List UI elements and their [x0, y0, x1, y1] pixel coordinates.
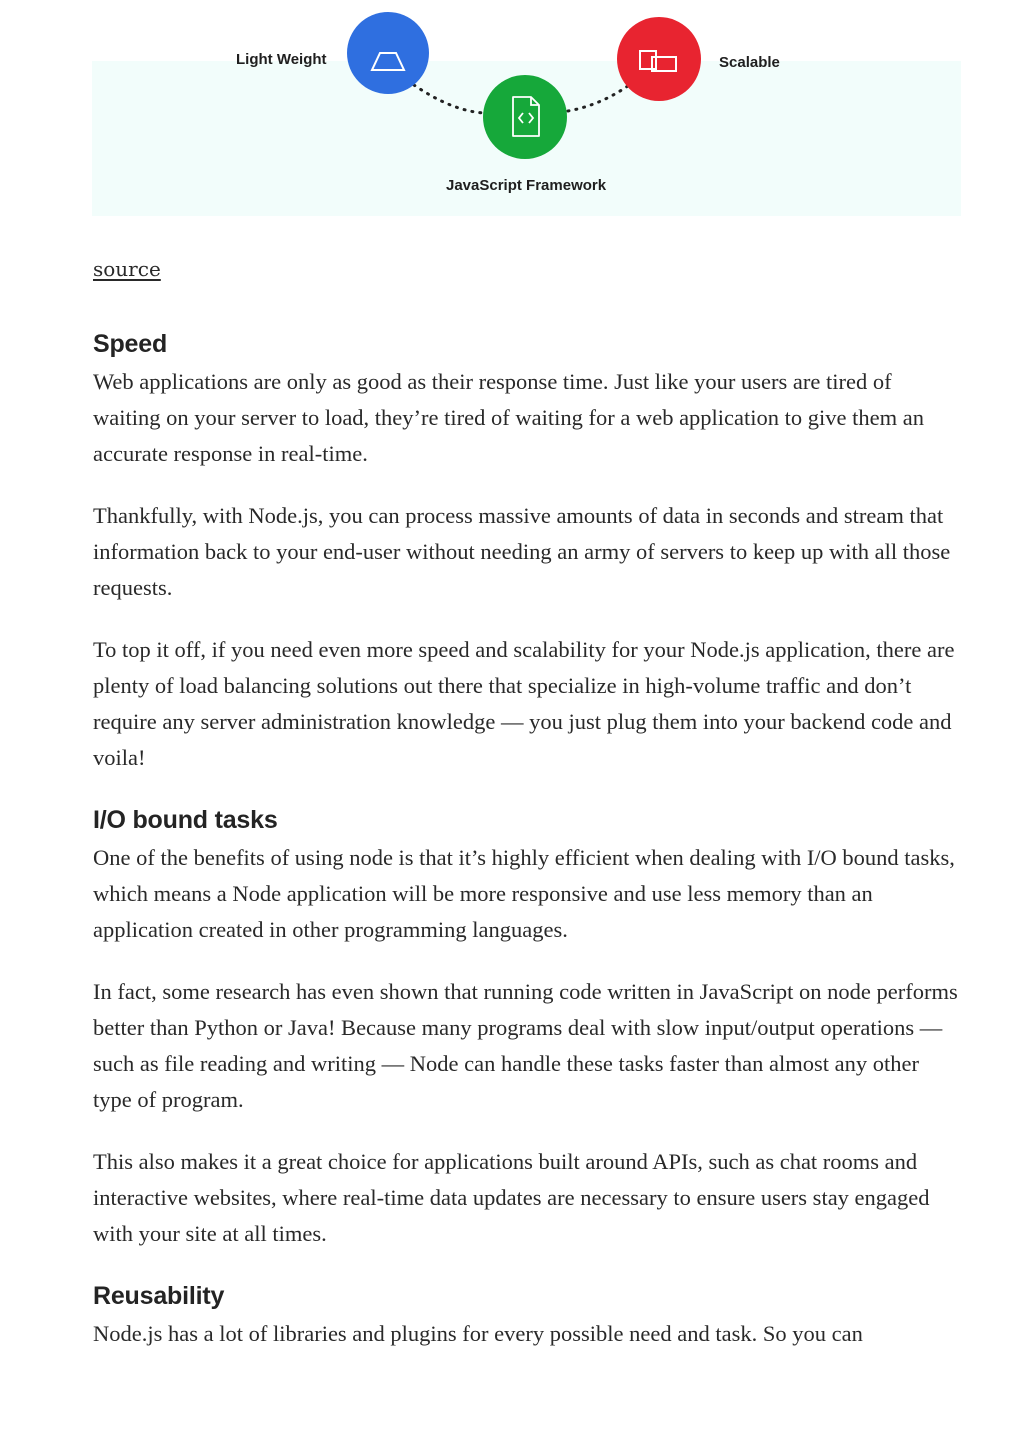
- light-weight-icon: [347, 12, 429, 94]
- label-scalable: Scalable: [719, 54, 780, 71]
- heading-reusability: Reusability: [93, 1282, 225, 1310]
- code-file-icon: [483, 75, 567, 159]
- paragraph: To top it off, if you need even more speed and scalability for your Node.js application, there are plenty of load balancing solutions out there that specialize in high-volume traffic and don’t require any server administration knowledge — you just plug them into your backend code and voila!: [93, 637, 955, 770]
- connector-left: [414, 85, 484, 113]
- label-light-weight: Light Weight: [236, 51, 327, 68]
- heading-io-bound-tasks: I/O bound tasks: [93, 806, 278, 834]
- nodejs-features-diagram: [92, 51, 961, 216]
- section-io-bound-tasks: [93, 802, 959, 1252]
- paragraph: This also makes it a great choice for applications built around APIs, such as chat rooms and interactive websites, where real-time data updates are necessary to ensure users stay engaged with your site at all times.: [93, 1149, 930, 1246]
- paragraph: In fact, some research has even shown that running code written in JavaScript on node performs better than Python or Java! Because many programs deal with slow input/output operations — such as file reading and writing — Node can handle these tasks faster than almost any other type of program.: [93, 979, 958, 1112]
- paragraph: Thankfully, with Node.js, you can process massive amounts of data in seconds and stream that information back to your end-user without needing an army of servers to keep up with all those requests.: [93, 503, 951, 600]
- heading-speed: Speed: [93, 330, 168, 358]
- label-javascript-framework: JavaScript Framework: [446, 177, 607, 194]
- section-reusability: [93, 1278, 959, 1352]
- paragraph: Node.js has a lot of libraries and plugins for every possible need and task. So you can: [93, 1321, 863, 1346]
- source-link[interactable]: source: [93, 257, 161, 281]
- scalable-icon: [617, 17, 701, 101]
- connector-right: [568, 83, 632, 111]
- paragraph: One of the benefits of using node is that it’s highly efficient when dealing with I/O bound tasks, which means a Node application will be more responsive and use less memory than an application created in other programming languages.: [93, 845, 955, 942]
- paragraph: Web applications are only as good as their response time. Just like your users are tired of waiting on your server to load, they’re tired of waiting for a web application to give them an accurate response in real-time.: [93, 369, 924, 466]
- section-speed: [93, 326, 959, 776]
- article-body: [93, 326, 959, 1378]
